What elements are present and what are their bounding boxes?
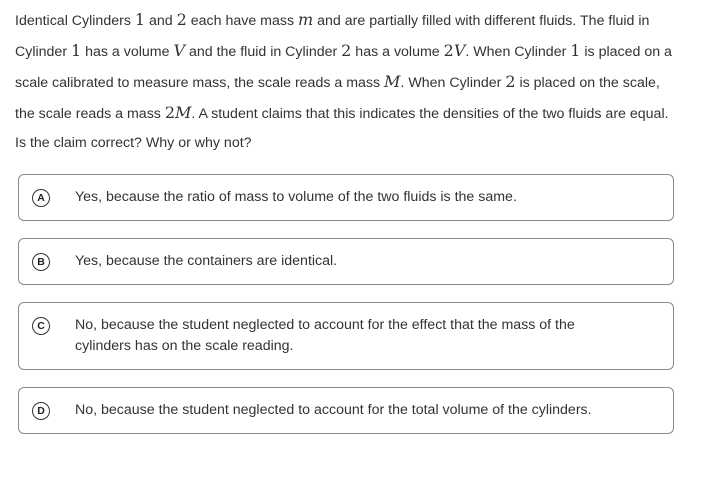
question-text-segment: and are partially filled with different fluids. The fluid in Cylinder bbox=[15, 13, 650, 60]
question-text-segment: each have mass bbox=[186, 13, 299, 29]
math-symbol: 2 bbox=[443, 41, 454, 60]
choice-b-text: Yes, because the containers are identical. bbox=[75, 253, 338, 269]
choice-c[interactable] bbox=[18, 302, 674, 370]
question-text-segment: is placed on a scale calibrated to measure mass, the scale reads a mass bbox=[15, 44, 672, 91]
math-symbol: 2 bbox=[341, 41, 352, 60]
question-text-segment: is placed on the scale, the scale reads a mass bbox=[15, 75, 660, 122]
question-text-segment: Identical Cylinders bbox=[15, 13, 135, 29]
math-symbol: M bbox=[175, 103, 192, 122]
question-text-segment: . When Cylinder bbox=[400, 75, 506, 91]
choice-b-letter-badge: B bbox=[32, 253, 50, 271]
choice-c-text: No, because the student neglected to account for the effect that the mass of the cylinders has on the scale reading. bbox=[75, 317, 575, 354]
question-text-segment: . A student claims that this indicates the densities of the two fluids are equal. Is the claim correct? Why or why not? bbox=[15, 106, 669, 151]
choice-a[interactable] bbox=[18, 174, 674, 221]
question-text-segment: has a volume bbox=[351, 44, 444, 60]
math-symbol: 1 bbox=[570, 41, 581, 60]
question-text-segment: . When Cylinder bbox=[465, 44, 571, 60]
choice-c-letter-badge: C bbox=[32, 317, 50, 335]
choice-a-letter-badge: A bbox=[32, 189, 50, 207]
choice-b[interactable] bbox=[18, 238, 674, 285]
question-text-segment: has a volume bbox=[81, 44, 174, 60]
choice-d-letter-badge: D bbox=[32, 402, 50, 420]
question-text-segment: and bbox=[145, 13, 177, 29]
math-symbol: 1 bbox=[134, 10, 146, 29]
choice-a-text: Yes, because the ratio of mass to volume of the two fluids is the same. bbox=[75, 189, 517, 205]
choice-d[interactable] bbox=[18, 387, 674, 434]
math-symbol: V bbox=[453, 41, 466, 60]
math-symbol: V bbox=[173, 41, 186, 60]
question-text bbox=[15, 5, 680, 158]
math-symbol: m bbox=[298, 10, 314, 29]
math-symbol: M bbox=[384, 72, 401, 91]
math-symbol: 2 bbox=[176, 10, 187, 29]
math-symbol: 1 bbox=[70, 41, 82, 60]
math-symbol: 2 bbox=[505, 72, 516, 91]
choice-d-text: No, because the student neglected to account for the total volume of the cylinders. bbox=[75, 402, 592, 418]
question-text-segment: and the fluid in Cylinder bbox=[185, 44, 342, 60]
math-symbol: 2 bbox=[164, 103, 176, 122]
